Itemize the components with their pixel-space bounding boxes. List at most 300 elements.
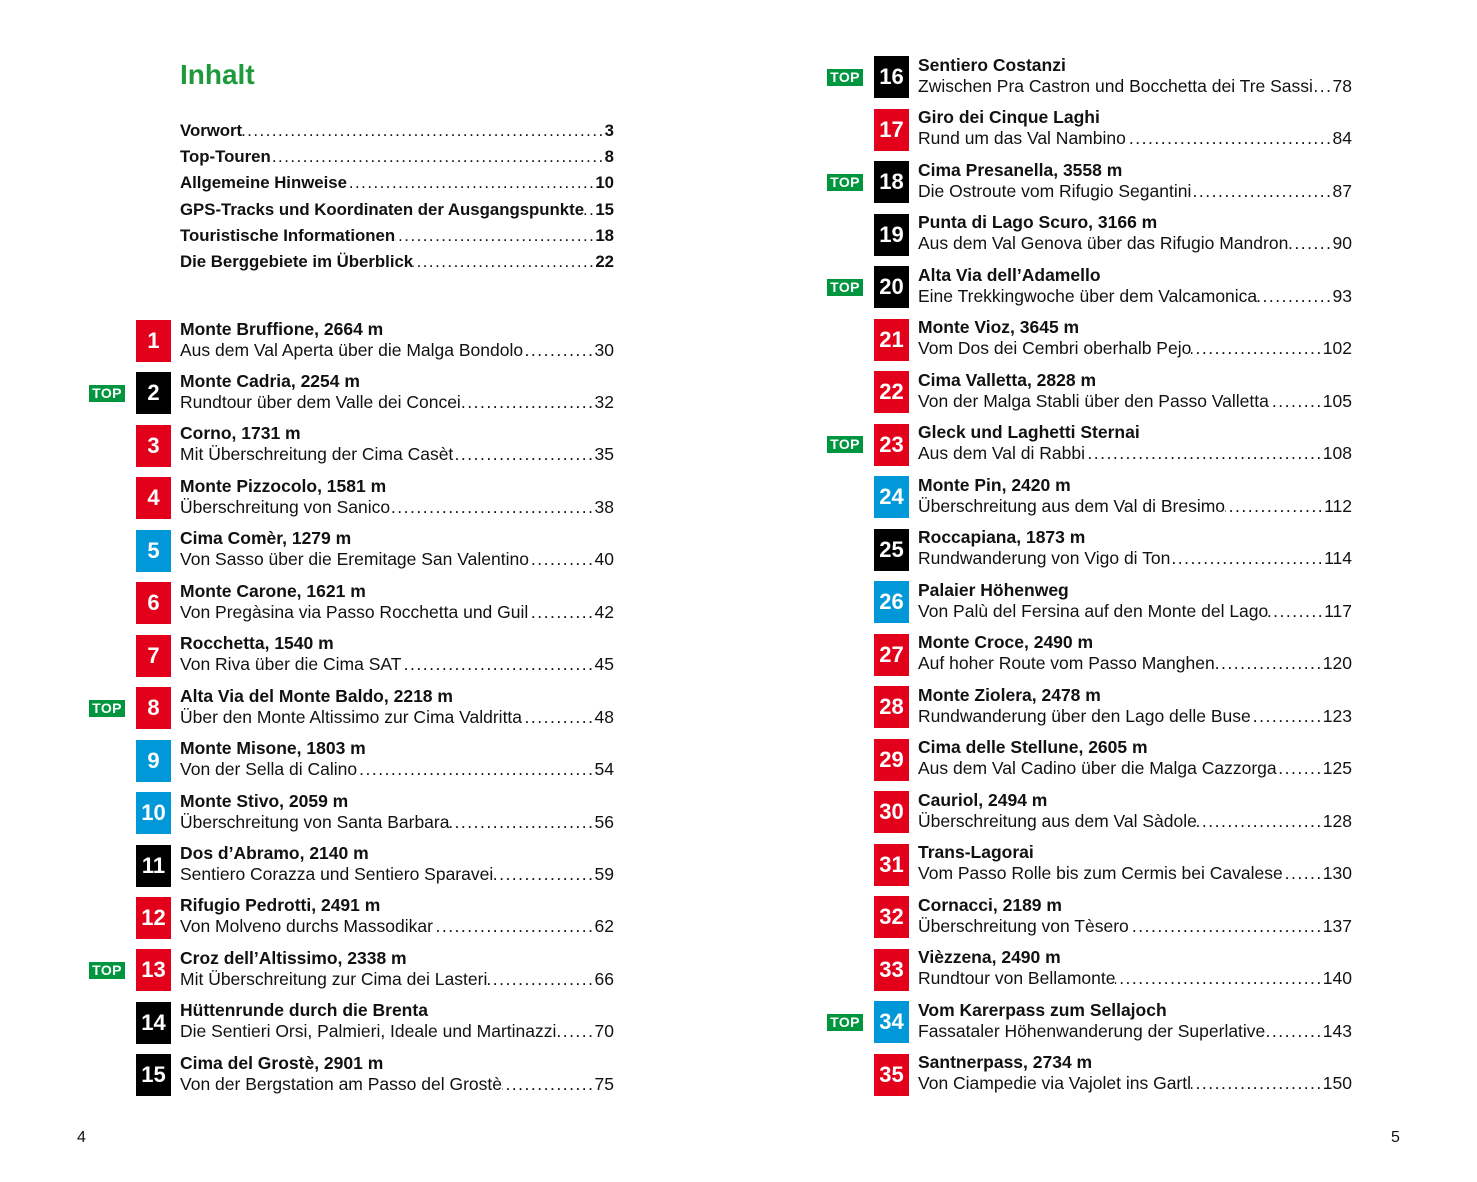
page-folio-left: 4 [77, 1129, 86, 1146]
tour-entry [874, 791, 1352, 833]
tour-number-badge: 34 [874, 1001, 909, 1043]
tour-text [918, 580, 1352, 622]
tour-subtitle-line [918, 181, 1352, 202]
tour-subtitle: Rundtour über dem Valle dei Concei [180, 391, 461, 412]
tour-subtitle: Aus dem Val di Rabbi [918, 443, 1085, 463]
toc-entry [180, 199, 614, 225]
tour-number-badge: 17 [874, 109, 909, 151]
tour-title: Cauriol, 2494 m [918, 789, 1048, 810]
tour-entry [136, 845, 614, 887]
dot-leader [522, 707, 595, 728]
page-number: 56 [594, 811, 614, 832]
tour-number-badge: 33 [874, 949, 909, 991]
tour-entry [92, 370, 614, 414]
tour-subtitle: Über den Monte Altissimo zur Cima Valdritta [180, 706, 523, 727]
tour-number-badge: 3 [136, 425, 171, 467]
tour-title: Vièzzena, 2490 m [918, 947, 1061, 967]
dot-leader [1215, 653, 1323, 674]
tour-title: Rifugio Pedrotti, 2491 m [180, 895, 381, 916]
page-number: 40 [594, 549, 614, 570]
tour-number-badge: 15 [136, 1054, 171, 1096]
tour-text [918, 737, 1352, 779]
tour-subtitle: Rund um das Val Nambino [918, 128, 1126, 148]
tour-entry [830, 264, 1352, 308]
tour-entry [92, 685, 614, 729]
tour-subtitle: Die Sentieri Orsi, Palmieri, Ideale und Martinazzi. [180, 1021, 562, 1042]
page-number: 87 [1332, 180, 1352, 201]
toc-entry-label: Die Berggebiete im Überblick [180, 251, 414, 271]
tour-text [180, 686, 614, 728]
tour-number-badge: 24 [874, 476, 909, 518]
tour-text [180, 843, 614, 885]
tour-number-badge: 5 [136, 530, 171, 572]
dot-leader [1129, 916, 1323, 937]
tour-text [918, 107, 1352, 149]
tour-number-badge: 6 [136, 582, 171, 624]
toc-entry [180, 225, 614, 251]
tour-title: Monte Pin, 2420 m [918, 474, 1071, 495]
page-number: 32 [594, 391, 614, 412]
tour-entry [136, 740, 614, 782]
tour-subtitle-line [918, 916, 1352, 937]
tour-entry [874, 949, 1352, 991]
tour-number-badge: 7 [136, 635, 171, 677]
tour-number-badge: 29 [874, 739, 909, 781]
tour-subtitle: Aus dem Val Cadino über die Malga Cazzorga [918, 758, 1277, 778]
tour-entry [874, 739, 1352, 781]
dot-leader [1126, 128, 1333, 149]
tour-number-badge: 14 [136, 1002, 171, 1044]
page-number: 93 [1332, 285, 1352, 306]
tour-subtitle: Mit Überschreitung der Cima Casèt [180, 444, 454, 465]
dot-leader [1197, 811, 1323, 832]
page-number: 120 [1322, 653, 1352, 673]
page-number: 70 [594, 1021, 614, 1042]
tour-text [180, 1000, 614, 1042]
tour-text [180, 476, 614, 518]
tour-title: Monte Vioz, 3645 m [918, 317, 1080, 337]
page-number: 150 [1322, 1073, 1352, 1093]
tour-text [180, 319, 614, 361]
tour-subtitle: Von der Sella di Calino [180, 759, 358, 780]
toc-entry [180, 251, 614, 277]
dot-leader [271, 146, 605, 172]
tour-subtitle-line [180, 1021, 614, 1042]
tour-number-badge: 27 [874, 634, 909, 676]
tour-entry [136, 530, 614, 572]
tour-subtitle: Von der Malga Stabli über den Passo Valletta [918, 390, 1269, 411]
tour-number-badge: 26 [874, 581, 909, 623]
dot-leader [413, 251, 595, 277]
tour-entry [136, 1054, 614, 1096]
tour-title: Cima Valletta, 2828 m [918, 369, 1097, 390]
tour-entry [136, 635, 614, 677]
tour-entry [830, 159, 1352, 203]
tour-entry [874, 476, 1352, 518]
tour-subtitle-line [180, 916, 614, 937]
page-number: 105 [1322, 390, 1352, 411]
tour-entry [830, 54, 1352, 98]
top-tour-badge: TOP [89, 700, 125, 717]
page-number: 128 [1322, 810, 1352, 831]
top-tour-badge: TOP [89, 962, 125, 979]
page-number: 18 [595, 225, 614, 245]
tour-text [180, 581, 614, 623]
tour-number-badge: 32 [874, 896, 909, 938]
tour-number-badge: 16 [874, 56, 909, 98]
tour-subtitle-line [918, 338, 1352, 359]
tour-subtitle: Überschreitung aus dem Val Sàdole [918, 810, 1197, 831]
tour-title: Giro dei Cinque Laghi [918, 107, 1100, 127]
tour-subtitle-line [918, 443, 1352, 464]
page-number: 117 [1324, 600, 1352, 621]
tour-subtitle: Auf hoher Route vom Passo Manghen [918, 653, 1215, 673]
tour-entry [874, 634, 1352, 676]
tour-entry [136, 1002, 614, 1044]
tour-entry [874, 214, 1352, 256]
tour-title: Monte Stivo, 2059 m [180, 790, 349, 811]
dot-leader [347, 172, 595, 198]
dot-leader [1170, 548, 1324, 569]
tour-title: Rocchetta, 1540 m [180, 633, 334, 654]
toc-entry-label: Allgemeine Hinweise [180, 173, 347, 193]
tour-title: Santnerpass, 2734 m [918, 1052, 1093, 1072]
tour-subtitle: Überschreitung von Santa Barbara [180, 811, 450, 832]
tour-entry [830, 422, 1352, 466]
dot-leader [449, 812, 594, 833]
tour-subtitle: Rundwanderung über den Lago delle Buse [918, 705, 1251, 726]
tour-text [918, 475, 1352, 517]
tour-title: Cima del Grostè, 2901 m [180, 1052, 384, 1073]
tour-subtitle-line [180, 340, 614, 361]
tour-title: Monte Ziolera, 2478 m [918, 684, 1101, 705]
tour-number-badge: 25 [874, 529, 909, 571]
tour-subtitle: Mit Überschreitung zur Cima dei Lasteri [180, 968, 488, 989]
dot-leader [502, 1074, 595, 1095]
tour-text [180, 895, 614, 937]
page-number: 15 [595, 199, 614, 219]
tour-subtitle: Rundwanderung von Vigo di Ton [918, 548, 1171, 568]
tour-subtitle-line [918, 496, 1352, 517]
tour-subtitle-line [918, 653, 1352, 674]
tour-number-badge: 21 [874, 319, 909, 361]
page-number: 125 [1322, 758, 1352, 778]
dot-leader [1288, 233, 1332, 254]
page-number: 130 [1322, 863, 1352, 883]
tour-entry [874, 529, 1352, 571]
tour-subtitle: Rundtour von Bellamonte [918, 968, 1116, 988]
tour-text [918, 55, 1352, 97]
tour-text [918, 527, 1352, 569]
dot-leader [433, 916, 595, 937]
tour-subtitle-line [918, 76, 1352, 97]
tour-text [180, 528, 614, 570]
page-number: 54 [594, 759, 614, 780]
tour-subtitle: Aus dem Val Aperta über die Malga Bondolo [180, 339, 524, 360]
tour-number-badge: 23 [874, 424, 909, 466]
tour-entry [136, 477, 614, 519]
tour-subtitle-line [918, 233, 1352, 254]
dot-leader [1085, 443, 1323, 464]
tour-entry [136, 425, 614, 467]
dot-leader [1257, 286, 1332, 307]
tour-subtitle-line [918, 758, 1352, 779]
dot-leader [487, 969, 594, 990]
tour-text [918, 370, 1352, 412]
page-number: 112 [1324, 495, 1352, 516]
tour-title: Monte Misone, 1803 m [180, 738, 366, 759]
tour-number-badge: 13 [136, 949, 171, 991]
tour-subtitle-line [918, 1021, 1352, 1042]
tour-entry [136, 792, 614, 834]
page-number: 140 [1322, 968, 1352, 988]
dot-leader [242, 120, 605, 146]
tour-title: Cima Comèr, 1279 m [180, 528, 352, 549]
tour-subtitle-line [918, 863, 1352, 884]
dot-leader [357, 759, 594, 780]
tour-subtitle-line [918, 601, 1352, 622]
tour-text [918, 265, 1352, 307]
tour-entry [136, 897, 614, 939]
dot-leader [390, 497, 594, 518]
tour-title: Corno, 1731 m [180, 423, 301, 444]
top-tour-badge: TOP [827, 174, 863, 191]
tour-title: Alta Via dell’Adamello [918, 264, 1101, 285]
tour-subtitle-line [180, 602, 614, 623]
page-number: 137 [1322, 915, 1352, 936]
tour-title: Palaier Höhenweg [918, 579, 1069, 600]
tour-number-badge: 8 [136, 687, 171, 729]
page-number: 59 [594, 864, 614, 884]
dot-leader [395, 225, 595, 251]
tour-entry [874, 896, 1352, 938]
tour-number-badge: 10 [136, 792, 171, 834]
tour-subtitle: Von Molveno durchs Massodikar [180, 916, 433, 937]
tour-text [180, 738, 614, 780]
dot-leader [1191, 338, 1322, 359]
top-tour-badge: TOP [827, 436, 863, 453]
tour-number-badge: 35 [874, 1054, 909, 1096]
page-number: 123 [1322, 705, 1352, 726]
tour-text [918, 842, 1352, 884]
tour-entry [874, 844, 1352, 886]
page-number: 22 [595, 251, 614, 271]
tour-number-badge: 9 [136, 740, 171, 782]
tour-subtitle-line [918, 548, 1352, 569]
tour-subtitle-line [180, 969, 614, 990]
tour-title: Gleck und Laghetti Sternai [918, 422, 1140, 442]
tour-number-badge: 22 [874, 371, 909, 413]
tour-subtitle-line [180, 654, 614, 675]
dot-leader [453, 444, 594, 465]
toc-entry-label: Touristische Informationen [180, 225, 396, 245]
toc-entry [180, 146, 614, 172]
tour-text [918, 790, 1352, 832]
page-number: 78 [1332, 75, 1352, 96]
tour-entry [874, 319, 1352, 361]
dot-leader [528, 602, 594, 623]
tour-text [180, 633, 614, 675]
tour-subtitle-line [918, 286, 1352, 307]
tour-subtitle-line [180, 549, 614, 570]
tour-subtitle: Die Ostroute vom Rifugio Segantini [918, 180, 1192, 201]
toc-title: Inhalt [180, 59, 255, 90]
tour-title: Monte Croce, 2490 m [918, 632, 1094, 652]
toc-entry [180, 172, 614, 198]
tour-subtitle: Überschreitung von Sanico [180, 496, 391, 517]
tour-text [918, 1000, 1352, 1042]
page-number: 114 [1324, 548, 1352, 568]
tour-subtitle-line [918, 706, 1352, 727]
toc-entry-label: Vorwort [180, 121, 243, 140]
tour-title: Cima Presanella, 3558 m [918, 159, 1123, 180]
dot-leader [1115, 968, 1322, 989]
dot-leader [493, 864, 594, 885]
tour-title: Punta di Lago Scuro, 3166 m [918, 212, 1158, 232]
tour-title: Trans-Lagorai [918, 842, 1034, 862]
tour-entry [830, 999, 1352, 1043]
dot-leader [1265, 1021, 1323, 1042]
dot-leader [529, 549, 595, 570]
tour-subtitle: Überschreitung aus dem Val di Bresimo [918, 495, 1226, 516]
tour-subtitle-line [180, 864, 614, 885]
tour-subtitle: Von Palù del Fersina auf den Monte del Lago [918, 600, 1269, 621]
tour-subtitle-line [918, 128, 1352, 149]
tour-title: Dos d’Abramo, 2140 m [180, 843, 369, 863]
tour-subtitle: Von Sasso über die Eremitage San Valentino [180, 549, 529, 570]
toc-entry-label: GPS-Tracks und Koordinaten der Ausgangspunkte [180, 199, 585, 219]
dot-leader [1251, 706, 1323, 727]
dot-leader [401, 654, 594, 675]
dot-leader [561, 1021, 594, 1042]
tour-subtitle-line [918, 811, 1352, 832]
tour-text [180, 791, 614, 833]
tour-text [918, 160, 1352, 202]
tour-number-badge: 28 [874, 686, 909, 728]
tour-subtitle-line [180, 759, 614, 780]
tour-entry [136, 320, 614, 362]
tour-subtitle: Aus dem Val Genova über das Rifugio Mandron [918, 233, 1289, 253]
page-number: 108 [1322, 443, 1352, 463]
top-tour-badge: TOP [827, 69, 863, 86]
page-number: 10 [595, 173, 614, 193]
tour-subtitle: Vom Dos dei Cembri oberhalb Pejo [918, 338, 1192, 358]
tour-number-badge: 12 [136, 897, 171, 939]
tour-subtitle-line [180, 707, 614, 728]
dot-leader [1191, 1073, 1323, 1094]
page-number: 8 [604, 147, 614, 167]
tour-title: Alta Via del Monte Baldo, 2218 m [180, 685, 453, 706]
tour-subtitle: Von Ciampedie via Vajolet ins Gartl [918, 1073, 1192, 1093]
page-number: 90 [1332, 233, 1352, 253]
tour-subtitle-line [918, 1073, 1352, 1094]
dot-leader [1313, 76, 1333, 97]
tour-subtitle: Überschreitung von Tèsero [918, 915, 1129, 936]
page-number: 66 [594, 968, 614, 989]
tour-title: Monte Pizzocolo, 1581 m [180, 475, 387, 496]
tour-title: Monte Bruffione, 2664 m [180, 318, 384, 339]
top-tour-badge: TOP [89, 385, 125, 402]
tour-entry [92, 947, 614, 991]
page-number: 84 [1332, 128, 1352, 148]
tour-entry [874, 109, 1352, 151]
toc-entry-label: Top-Touren [180, 147, 271, 167]
tour-subtitle-line [180, 392, 614, 413]
tour-subtitle-line [918, 968, 1352, 989]
tour-text [918, 422, 1352, 464]
dot-leader [584, 199, 595, 225]
tour-number-badge: 1 [136, 320, 171, 362]
tour-subtitle: Vom Passo Rolle bis zum Cermis bei Cavalese [918, 863, 1283, 883]
tour-title: Sentiero Costanzi [918, 54, 1066, 75]
tour-text [918, 317, 1352, 359]
page-number: 75 [594, 1073, 614, 1094]
page-number: 62 [594, 916, 614, 937]
tour-title: Roccapiana, 1873 m [918, 527, 1086, 547]
page-number: 30 [594, 339, 614, 360]
tour-entry [874, 371, 1352, 413]
tour-text [180, 1053, 614, 1095]
tour-text [180, 423, 614, 465]
tour-subtitle: Fassataler Höhenwanderung der Superlative [918, 1020, 1266, 1041]
tour-subtitle-line [180, 497, 614, 518]
tour-text [918, 212, 1352, 254]
tour-entry [136, 582, 614, 624]
page-number: 102 [1322, 338, 1352, 358]
tour-number-badge: 11 [136, 845, 171, 887]
page-number: 35 [594, 444, 614, 465]
intro-entries [180, 120, 614, 277]
dot-leader [1268, 601, 1324, 622]
tour-number-badge: 30 [874, 791, 909, 833]
tour-number-badge: 18 [874, 161, 909, 203]
tour-title: Hüttenrunde durch die Brenta [180, 1000, 428, 1021]
page-number: 48 [594, 706, 614, 727]
dot-leader [1269, 391, 1323, 412]
tour-title: Cima delle Stellune, 2605 m [918, 737, 1148, 757]
dot-leader [461, 392, 595, 413]
tour-title: Cornacci, 2189 m [918, 894, 1062, 915]
tour-text [180, 948, 614, 990]
tour-subtitle: Eine Trekkingwoche über dem Valcamonica [918, 285, 1258, 306]
tour-text [918, 632, 1352, 674]
dot-leader [1191, 181, 1332, 202]
tour-text [918, 947, 1352, 989]
tour-entry [874, 581, 1352, 623]
page-number: 42 [594, 601, 614, 622]
tour-entry [874, 686, 1352, 728]
dot-leader [523, 340, 594, 361]
tour-subtitle: Zwischen Pra Castron und Bocchetta dei Tre Sassi [918, 75, 1313, 96]
top-tour-badge: TOP [827, 1014, 863, 1031]
tour-subtitle-line [918, 391, 1352, 412]
tour-subtitle: Sentiero Corazza und Sentiero Sparavei [180, 864, 494, 884]
tour-number-badge: 20 [874, 266, 909, 308]
tour-number-badge: 4 [136, 477, 171, 519]
tour-number-badge: 2 [136, 372, 171, 414]
dot-leader [1277, 758, 1323, 779]
tour-subtitle-line [180, 812, 614, 833]
dot-leader [1225, 496, 1324, 517]
page-number: 143 [1322, 1020, 1352, 1041]
tour-number-badge: 19 [874, 214, 909, 256]
top-tour-badge: TOP [827, 279, 863, 296]
tour-title: Vom Karerpass zum Sellajoch [918, 999, 1167, 1020]
page-number: 3 [604, 121, 614, 140]
tour-subtitle: Von Pregàsina via Passo Rocchetta und Guil [180, 601, 529, 622]
tour-text [918, 895, 1352, 937]
tour-text [180, 371, 614, 413]
